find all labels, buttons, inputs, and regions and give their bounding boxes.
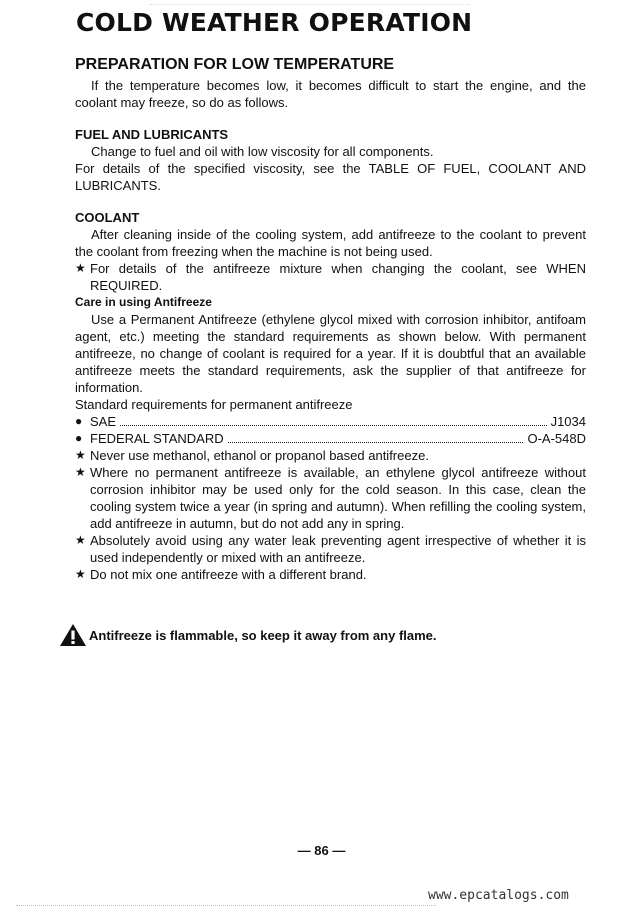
care-heading: Care in using Antifreeze (75, 295, 212, 309)
bullet-marker: ● (75, 414, 83, 428)
care-text: Use a Permanent Antifreeze (ethylene glycol mixed with corrosion inhibitor, antifoam agent, etc.) meeting the standard requirements as shown below. With permanent antifreeze, no change of coolant is required for a year. If it is doubtful that an available antifreeze meets the standard requirements, ask the supplier of that antifreeze for information. (75, 312, 586, 395)
care-note-4 (75, 566, 586, 583)
star-marker: ★ (75, 567, 86, 581)
care-note-text: Never use methanol, ethanol or propanol based antifreeze. (90, 448, 429, 463)
dot-leader (228, 431, 524, 443)
standard-value: O-A-548D (527, 431, 586, 446)
warning-text: Antifreeze is flammable, so keep it away from any flame. (89, 627, 437, 643)
care-note-text: Where no permanent antifreeze is available, an ethylene glycol antifreeze without corrosion inhibitor may be used only for the cold season. In this case, clean the cooling system twice a year (in spring and autumn). When refilling the cooling system, add antifreeze in autumn, but do not add any in spring. (90, 465, 586, 531)
star-marker: ★ (75, 448, 86, 462)
scan-artifact-line (150, 4, 470, 5)
preparation-text: If the temperature becomes low, it becomes difficult to start the engine, and the coolant may freeze, so do as follows. (75, 78, 586, 110)
coolant-heading: COOLANT (75, 210, 140, 225)
flammable-warning (59, 623, 437, 647)
care-note-2 (75, 464, 586, 532)
page-number: — 86 — (297, 843, 346, 858)
care-note-1 (75, 447, 586, 464)
page-content (75, 55, 586, 583)
dot-leader (120, 414, 547, 426)
standard-row-sae (75, 413, 586, 430)
page-title: COLD WEATHER OPERATION (76, 8, 473, 37)
fuel-heading: FUEL AND LUBRICANTS (75, 127, 229, 142)
coolant-note (75, 260, 586, 294)
standard-value: J1034 (550, 414, 586, 429)
preparation-heading: PREPARATION FOR LOW TEMPERATURE (75, 56, 395, 73)
coolant-text: After cleaning inside of the cooling system, add antifreeze to the coolant to prevent the coolant from freezing when the machine is not being used. (75, 227, 586, 259)
star-marker: ★ (75, 533, 86, 547)
footer-url: www.epcatalogs.com (428, 888, 569, 903)
fuel-text-2: For details of the specified viscosity, see the TABLE OF FUEL, COOLANT AND LUBRICANTS. (75, 161, 586, 193)
warning-triangle-icon (59, 623, 87, 647)
fuel-text-1: Change to fuel and oil with low viscosity for all components. (91, 144, 434, 159)
standard-row-federal (75, 430, 586, 447)
bullet-marker: ● (75, 431, 83, 445)
care-note-3 (75, 532, 586, 566)
standards-intro: Standard requirements for permanent antifreeze (75, 397, 353, 412)
coolant-note-text: For details of the antifreeze mixture when changing the coolant, see WHEN REQUIRED. (90, 261, 586, 293)
care-note-text: Absolutely avoid using any water leak preventing agent irrespective of whether it is used independently or mixed with an antifreeze. (90, 533, 586, 565)
standard-label: FEDERAL STANDARD (90, 431, 224, 446)
star-marker: ★ (75, 261, 86, 275)
care-note-text: Do not mix one antifreeze with a different brand. (90, 567, 367, 582)
footer-dotted-line (16, 905, 436, 906)
standard-label: SAE (90, 414, 117, 429)
star-marker: ★ (75, 465, 86, 479)
